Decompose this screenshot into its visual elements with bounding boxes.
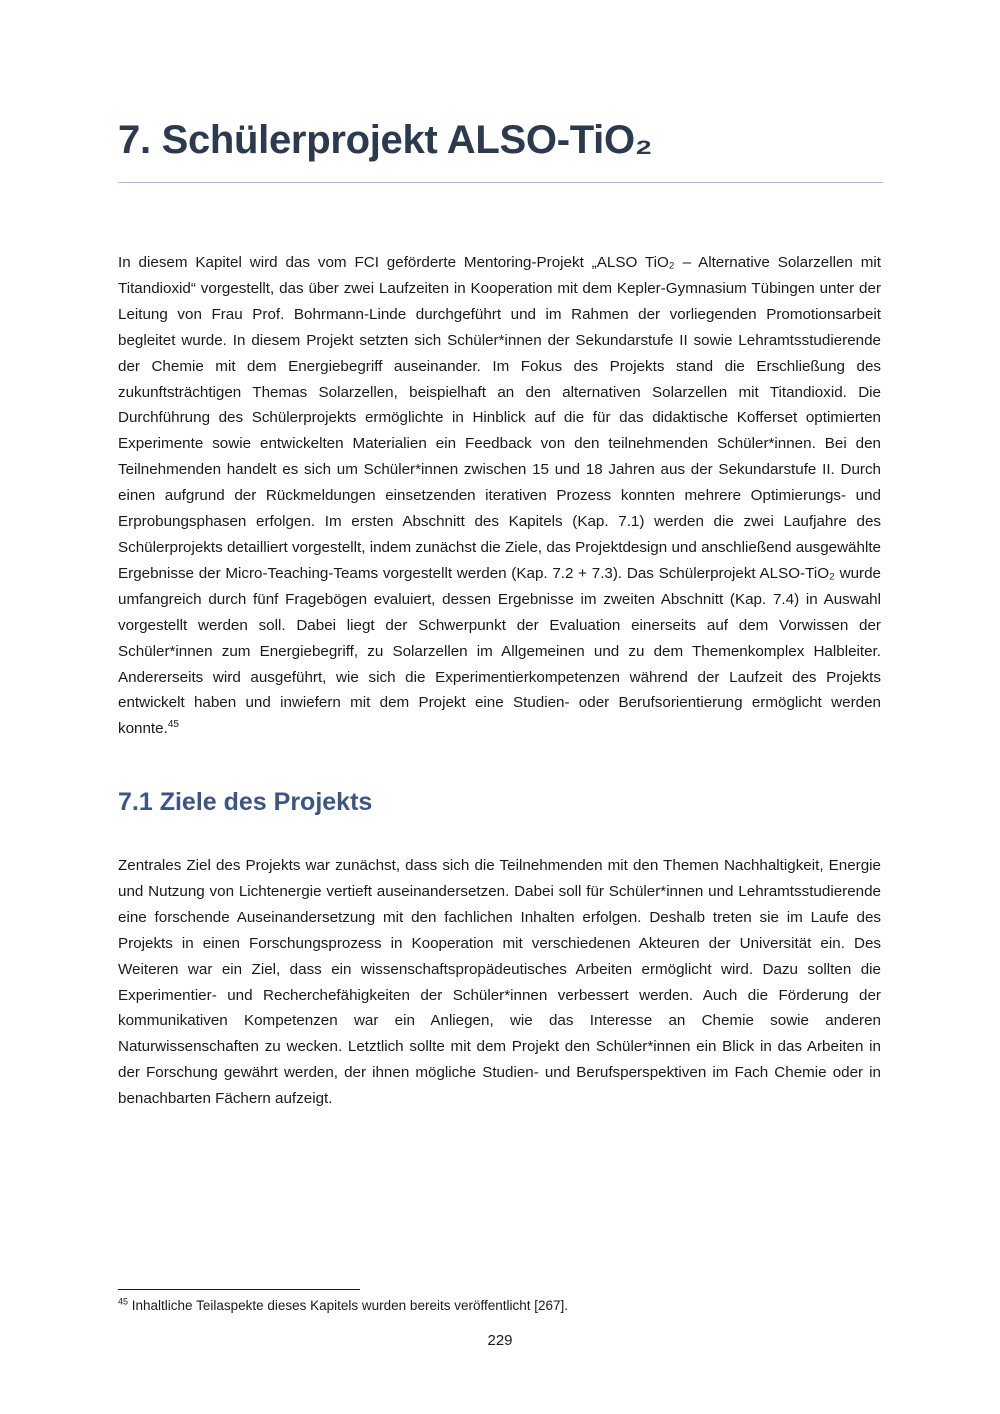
footnote (118, 1298, 568, 1313)
page-number: 229 (487, 1332, 513, 1349)
section-heading-7-1: 7.1 Ziele des Projekts (118, 788, 373, 816)
goals-paragraph: Zentrales Ziel des Projekts war zunächst, dass sich die Teilnehmenden mit den Themen Nachhaltigkeit, Energie und Nutzung von Lichtenergie vertieft auseinandersetzen. Dabei soll für Schüler*innen und Lehramtsstudierende eine forschende Auseinandersetzung mit den fachlichen Inhalten erfolgen. Deshalb treten sie im Laufe des Projekts in einen Forschungsprozess in Kooperation mit verschiedenen Akteuren der Universität ein. Des Weiteren war ein Ziel, dass ein wissenschaftspropädeutisches Arbeiten ermöglicht wird. Dazu sollten die Experimentier- und Recherchefähigkeiten der Schüler*innen verbessert werden. Auch die Förderung der kommunikativen Kompetenzen war ein Anliegen, wie das Interesse an Chemie sowie anderen Naturwissenschaften zu wecken. Letztlich sollte mit dem Projekt den Schüler*innen ein Blick in das Arbeiten in der Forschung gewährt werden, der ihnen mögliche Studien- und Berufsperspektiven im Fach Chemie oder in benachbarten Fächern aufzeigt. (118, 857, 881, 1108)
chapter-title: 7. Schülerprojekt ALSO-TiO₂ (118, 118, 653, 162)
footnote-divider (118, 1289, 360, 1290)
footnote-number: 45 (118, 1296, 129, 1307)
intro-paragraph (118, 250, 881, 742)
title-divider (118, 182, 883, 183)
footnote-reference[interactable]: 45 (167, 719, 179, 731)
footnote-text: Inhaltliche Teilaspekte dieses Kapitels wurden bereits veröffentlicht [267]. (128, 1298, 569, 1313)
intro-paragraph-text: In diesem Kapitel wird das vom FCI geförderte Mentoring-Projekt „ALSO TiO₂ – Alternative Solarzellen mit Titandioxid“ vorgestellt, das über zwei Laufzeiten in Kooperation mit dem Kepler-Gymnasium Tübingen unter der Leitung von Frau Prof. Bohrmann-Linde durchgeführt und im Rahmen der vorliegenden Promotionsarbeit begleitet wurde. In diesem Projekt setzten sich Schüler*innen der Sekundarstufe II sowie Lehramtsstudierende der Chemie mit dem Energiebegriff auseinander. Im Fokus des Projekts stand die Erschließung des zukunftsträchtigen Themas Solarzellen, beispielhaft an den alternativen Solarzellen mit Titandioxid. Die Durchführung des Schülerprojekts ermöglichte in Hinblick auf die für das didaktische Kofferset optimierten Experimente sowie entwickelten Materialien ein Feedback von den teilnehmenden Schüler*innen. Bei den Teilnehmenden handelt es sich um Schüler*innen zwischen 15 und 18 Jahren aus der Sekundarstufe II. Durch einen aufgrund der Rückmeldungen einsetzenden iterativen Prozess konnten mehrere Optimierungs- und Erprobungsphasen erfolgen. Im ersten Abschnitt des Kapitels (Kap. 7.1) werden die zwei Laufjahre des Schülerprojekts detailliert vorgestellt, indem zunächst die Ziele, das Projektdesign und anschließend ausgewählte Ergebnisse der Micro-Teaching-Teams vorgestellt werden (Kap. 7.2 + 7.3). Das Schülerprojekt ALSO-TiO₂ wurde umfangreich durch fünf Fragebögen evaluiert, dessen Ergebnisse im zweiten Abschnitt (Kap. 7.4) in Auswahl vorgestellt werden soll. Dabei liegt der Schwerpunkt der Evaluation einerseits auf dem Vorwissen der Schüler*innen zum Energiebegriff, zu Solarzellen im Allgemeinen und zu dem Themenkomplex Halbleiter. Andererseits wird ausgeführt, wie sich die Experimentierkompetenzen während der Laufzeit des Projekts entwickelt haben und inwiefern mit dem Projekt eine Studien- oder Berufsorientierung ermöglicht werden konnte. (118, 254, 881, 738)
